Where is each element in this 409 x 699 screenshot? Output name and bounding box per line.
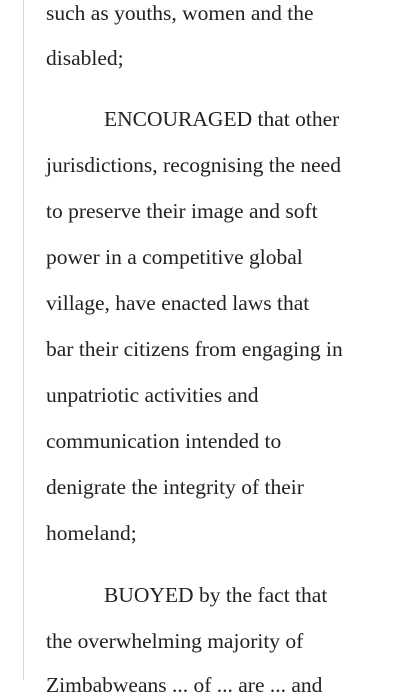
text-line: village, have enacted laws that: [46, 291, 310, 315]
text-line: such as youths, women and the: [46, 1, 314, 25]
paragraph-start-line: ENCOURAGED that other: [104, 107, 340, 131]
text-line: the overwhelming majority of: [46, 629, 304, 653]
text-line: power in a competitive global: [46, 245, 303, 269]
text-line: communication intended to: [46, 429, 282, 453]
text-line: disabled;: [46, 46, 124, 70]
paragraph-start-line: BUOYED by the fact that: [104, 583, 328, 607]
text-line: bar their citizens from engaging in: [46, 337, 343, 361]
text-line: to preserve their image and soft: [46, 199, 318, 223]
text-line: unpatriotic activities and: [46, 383, 259, 407]
left-margin-rule: [23, 0, 24, 680]
text-line: jurisdictions, recognising the need: [46, 153, 341, 177]
text-line: denigrate the integrity of their: [46, 475, 304, 499]
text-line: homeland;: [46, 521, 137, 545]
text-line-partial: Zimbabweans ... of ... are ... and: [46, 673, 323, 697]
